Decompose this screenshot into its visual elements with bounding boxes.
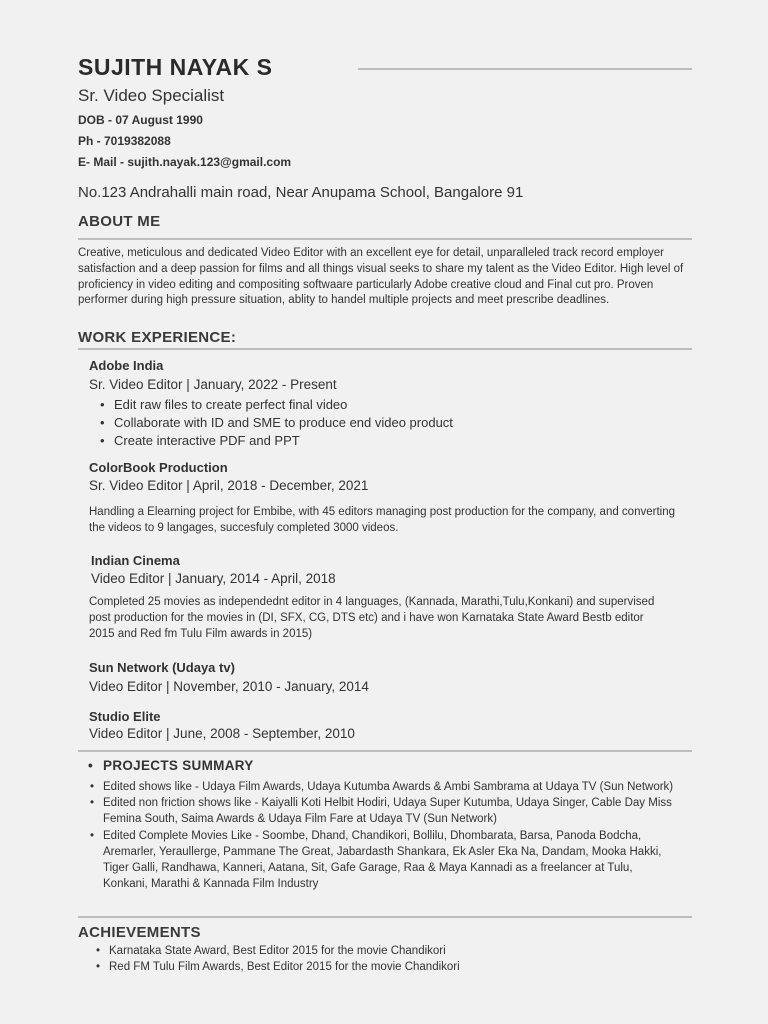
job-role: Video Editor | November, 2010 - January, 2014	[89, 679, 369, 694]
job-company: Sun Network (Udaya tv)	[89, 660, 235, 675]
projects-heading	[88, 758, 254, 773]
list-item: • Red FM Tulu Film Awards, Best Editor 2015 for the movie Chandikori	[84, 959, 684, 975]
job-bullet-list	[90, 396, 453, 450]
job-company: Studio Elite	[89, 709, 161, 724]
header-divider	[358, 68, 692, 70]
about-heading: ABOUT ME	[78, 213, 161, 230]
list-item: • Edited non friction shows like - Kaiyalli Koti Helbit Hodiri, Udaya Super Kutumba, Udaya Singer, Cable Day Miss Femina South, Saima Awards & Udaya Film Fare at Udaya TV (Sun Network)	[78, 795, 678, 827]
bullet-icon: •	[88, 758, 94, 773]
list-item: • Create interactive PDF and PPT	[90, 432, 453, 450]
job-description: Completed 25 movies as independednt editor in 4 languages, (Kannada, Marathi,Tulu,Konkani) and supervised post production for the movies in (DI, SFX, CG, DTS etc) and i have won Karnataka State Award Bestb editor 2015 and Red fm Tulu Film awards in 2015)	[89, 596, 655, 640]
work-heading: WORK EXPERIENCE:	[78, 329, 237, 346]
list-item: • Edit raw files to create perfect final video	[90, 396, 453, 414]
projects-heading-label: PROJECTS SUMMARY	[103, 758, 254, 773]
projects-divider	[78, 750, 692, 752]
achievements-heading: ACHIEVEMENTS	[78, 924, 201, 941]
phone-text: Ph - 7019382088	[78, 134, 171, 148]
about-text: Creative, meticulous and dedicated Video Editor with an excellent eye for detail, unparalleled track record employer satisfaction and a deep passion for films and all things visual seeks to share my talent as the Video Editor. High level of proficiency in video editing and compositing softwaare particularly Adobe creative cloud and Final cut pro. Proven performer during high pressure situation, ablity to handel multiple projects and meet prescribe deadlines.	[78, 247, 684, 307]
achievements-list	[84, 943, 684, 975]
list-item: • Collaborate with ID and SME to produce end video product	[90, 414, 453, 432]
job-company: Indian Cinema	[91, 553, 180, 568]
list-item: • Karnataka State Award, Best Editor 2015 for the movie Chandikori	[84, 943, 684, 959]
dob-text: DOB - 07 August 1990	[78, 113, 203, 127]
list-item: • Edited Complete Movies Like - Soombe, Dhand, Chandikori, Bollilu, Dhombarata, Barsa, Panoda Bodcha, Aremarler, Yeraullerge, Pammane The Great, Jabardasth Shankara, Ek Asler Eka Na, Dandam, Mooka Hakki, Tiger Galli, Randhawa, Kanneri, Aatana, Sit, Gafe Garage, Raa & Maya Kannadi as a freelancer at Tulu, Konkani, Marathi & Kannada Film Industry	[78, 828, 678, 893]
job-role: Sr. Video Editor | January, 2022 - Present	[89, 377, 337, 392]
job-role: Sr. Video Editor | April, 2018 - December, 2021	[89, 478, 369, 493]
work-divider	[78, 348, 692, 350]
address-text: No.123 Andrahalli main road, Near Anupama School, Bangalore 91	[78, 184, 524, 201]
candidate-name: SUJITH NAYAK S	[78, 54, 273, 80]
job-role: Video Editor | June, 2008 - September, 2010	[89, 726, 355, 741]
list-item: • Edited shows like - Udaya Film Awards, Udaya Kutumba Awards & Ambi Sambrama at Udaya TV (Sun Network)	[78, 779, 678, 795]
job-role: Video Editor | January, 2014 - April, 2018	[91, 571, 336, 586]
about-divider	[78, 238, 692, 240]
job-company: ColorBook Production	[89, 460, 228, 475]
achievements-divider	[78, 916, 692, 918]
job-company: Adobe India	[89, 358, 164, 373]
job-title: Sr. Video Specialist	[78, 86, 225, 105]
projects-list	[78, 779, 678, 892]
job-description: Handling a Elearning project for Embibe, with 45 editors managing post production for the company, and converting the videos to 9 langages, succesfuly completed 3000 videos.	[89, 506, 675, 534]
email-text: E- Mail - sujith.nayak.123@gmail.com	[78, 155, 292, 169]
